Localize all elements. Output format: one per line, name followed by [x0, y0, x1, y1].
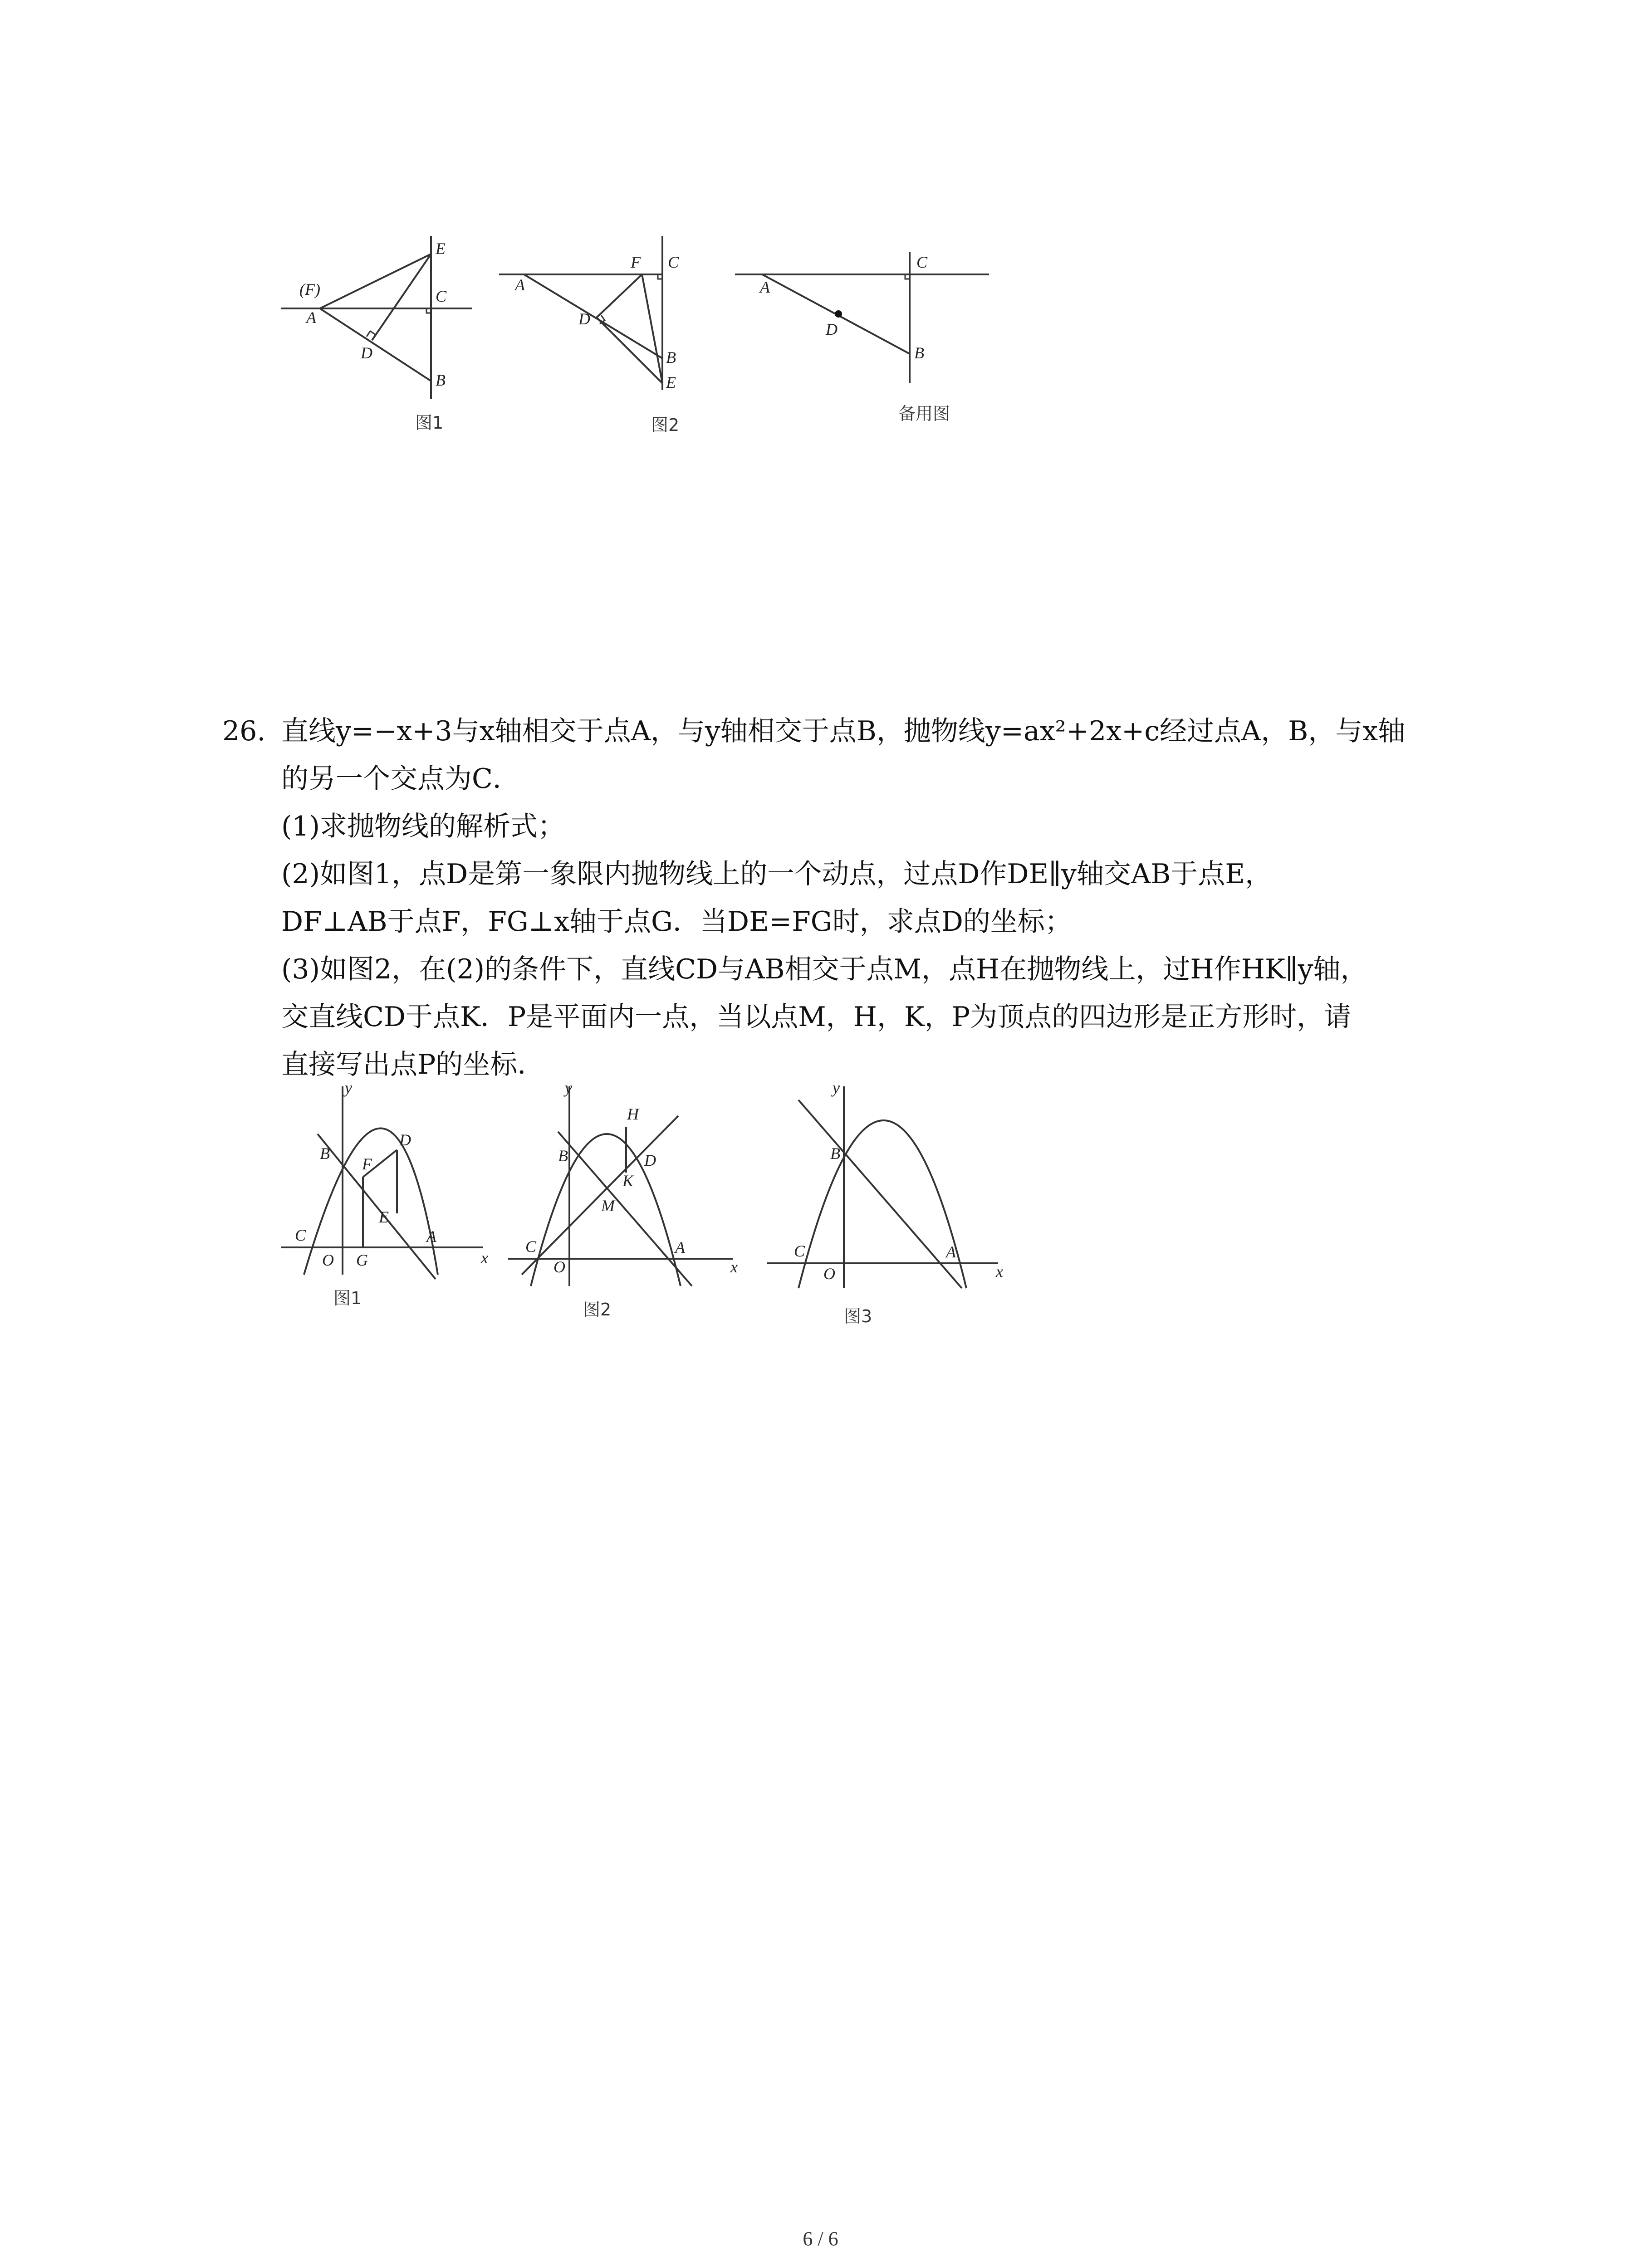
caption: 图2 [583, 1300, 612, 1320]
label-f: F [631, 253, 641, 271]
label-a: A [760, 278, 770, 296]
problem-26 [222, 708, 1456, 1089]
label-d: D [361, 344, 372, 362]
label-b: B [914, 344, 924, 362]
caption: 图3 [844, 1306, 872, 1326]
label-d: D [399, 1131, 411, 1149]
label-b: B [558, 1147, 568, 1165]
label-d: D [578, 310, 590, 328]
label-c: C [794, 1242, 805, 1260]
top-figure-3 [726, 227, 998, 445]
label-a: A [946, 1243, 956, 1261]
label-m: M [601, 1197, 615, 1215]
label-x: x [481, 1249, 488, 1267]
label-o: O [554, 1258, 565, 1276]
caption: 图1 [415, 413, 444, 433]
label-e: E [436, 240, 446, 258]
line-ab [798, 1100, 962, 1288]
segment-ab [320, 308, 431, 381]
label-a: A [675, 1238, 685, 1256]
bottom-figure-1 [277, 1080, 495, 1334]
segment-ae [320, 254, 431, 308]
label-y: y [565, 1079, 572, 1097]
caption: 备用图 [898, 404, 950, 424]
part-3-a: (3)如图2，在(2)的条件下，直线CD与AB相交于点M，点H在抛物线上，过H作HK∥y轴， [281, 953, 1368, 985]
caption: 图2 [651, 415, 680, 435]
top-figure-1 [281, 227, 481, 445]
label-a: A [306, 308, 316, 327]
problem-statement-1: 直线y=−x+3与x轴相交于点A，与y轴相交于点B，抛物线y=ax²+2x+c经过点A，B，与x轴 [281, 715, 1406, 747]
line-ab [558, 1132, 692, 1286]
label-a: A [515, 276, 525, 294]
line-ab [318, 1134, 436, 1279]
problem-line-2: 的另一个交点为C． [281, 763, 520, 795]
label-g: G [356, 1251, 368, 1269]
label-o: O [823, 1265, 835, 1283]
problem-line-1 [222, 708, 1456, 755]
part-1: (1)求抛物线的解析式； [281, 811, 565, 842]
label-x: x [996, 1262, 1003, 1281]
part-3-c: 直接写出点P的坐标． [281, 1049, 545, 1080]
bottom-figure-2-drawing [504, 1080, 749, 1334]
bottom-figure-3 [762, 1080, 1016, 1334]
label-a: A [426, 1227, 436, 1246]
top-figure-1-drawing [281, 227, 481, 445]
label-c: C [668, 253, 679, 271]
label-o: O [322, 1251, 334, 1269]
part-2-a: (2)如图1，点D是第一象限内抛物线上的一个动点，过点D作DE∥y轴交AB于点E， [281, 858, 1273, 890]
label-f: (F) [299, 280, 320, 298]
top-figure-2 [499, 227, 735, 445]
top-figure-2-drawing [499, 227, 735, 445]
bottom-figure-1-drawing [277, 1080, 495, 1334]
label-e: E [379, 1208, 389, 1226]
label-c: C [916, 253, 928, 271]
segment-fd [597, 274, 642, 318]
segment-ab [524, 274, 662, 358]
label-k: K [622, 1172, 634, 1190]
label-c: C [436, 287, 447, 305]
bottom-figure-3-drawing [762, 1080, 1016, 1334]
label-b: B [436, 371, 446, 389]
label-b: B [666, 348, 676, 367]
label-f: F [362, 1155, 372, 1173]
label-b: B [320, 1144, 330, 1163]
label-c: C [295, 1226, 306, 1244]
label-b: B [830, 1144, 840, 1163]
label-d: D [644, 1151, 656, 1169]
part-2-b: DF⊥AB于点F，FG⊥x轴于点G．当DE=FG时，求点D的坐标； [281, 906, 1072, 938]
label-x: x [730, 1258, 738, 1276]
label-y: y [345, 1079, 352, 1097]
top-figure-3-drawing [726, 227, 998, 445]
point-d [835, 310, 842, 318]
label-e: E [666, 373, 676, 391]
segment-ed [372, 254, 431, 340]
problem-number: 26. [222, 715, 266, 747]
bottom-figure-2 [504, 1080, 749, 1334]
label-d: D [826, 320, 838, 338]
label-c: C [525, 1237, 537, 1256]
label-h: H [627, 1105, 639, 1123]
page-number: 6 / 6 [803, 2228, 838, 2250]
part-3-b: 交直线CD于点K．P是平面内一点，当以点M，H，K，P为顶点的四边形是正方形时，请 [281, 1001, 1352, 1033]
label-y: y [833, 1079, 840, 1097]
caption: 图1 [333, 1288, 362, 1308]
